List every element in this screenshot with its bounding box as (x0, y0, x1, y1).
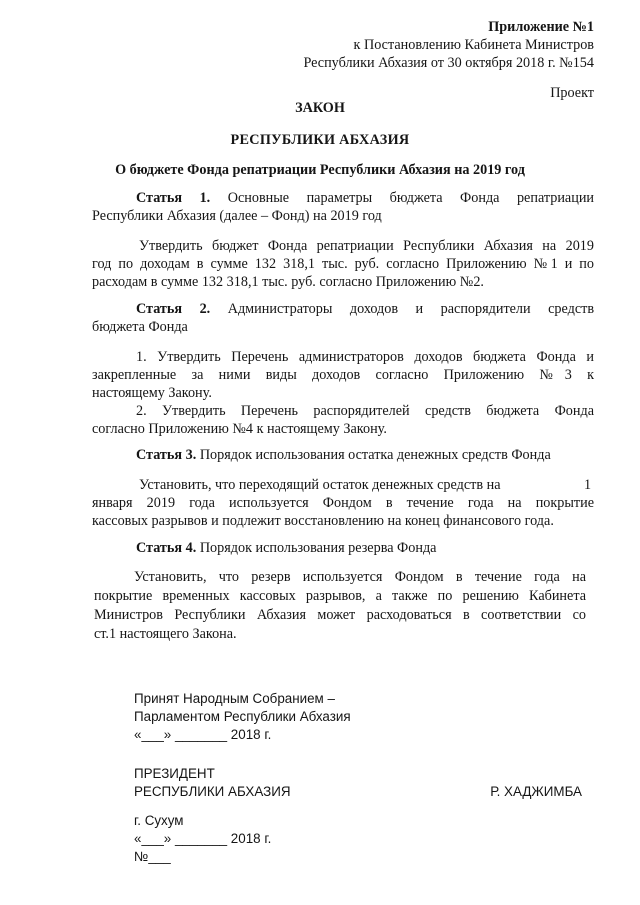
article-3-heading (136, 446, 551, 464)
article-4-label: Статья 4. (136, 540, 197, 556)
article-2-item-2-line-1: 2. Утвердить Перечень распорядителей средств бюджета Фонда (136, 403, 594, 419)
article-1-body-line-3: расходам в сумме 132 318,1 тыс. руб. согласно Приложению №2. (92, 274, 484, 290)
law-number: №___ (134, 849, 171, 864)
article-4-body-line-2: покрытие временных кассовых разрывов, а также по решению Кабинета (94, 588, 586, 604)
city: г. Сухум (134, 813, 184, 828)
president-title-line-1: ПРЕЗИДЕНТ (134, 766, 215, 781)
article-3-body-line-2: января 2019 года используется Фондом в течение года на покрытие (92, 495, 594, 511)
article-2-item-2-line-2: согласно Приложению №4 к настоящему Закону. (92, 421, 387, 437)
law-name: О бюджете Фонда репатриации Республики Абхазия на 2019 год (115, 162, 525, 178)
president-name: Р. ХАДЖИМБА (490, 784, 582, 799)
article-1-body-line-1: Утвердить бюджет Фонда репатриации Республики Абхазия на 2019 (139, 238, 594, 254)
article-1-body-line-2: год по доходам в сумме 132 318,1 тыс. руб. согласно Приложению №1 и по (92, 256, 594, 272)
appendix-line-2: Республики Абхазия от 30 октября 2018 г. №154 (303, 55, 594, 71)
appendix-line-1: к Постановлению Кабинета Министров (353, 37, 594, 53)
signing-date: «___» _______ 2018 г. (134, 831, 272, 846)
article-2-heading (92, 300, 594, 318)
article-4-body-line-4: ст.1 настоящего Закона. (94, 626, 237, 642)
article-2-label: Статья 2. (136, 301, 211, 317)
article-2-item-1-line-1: 1. Утвердить Перечень администраторов доходов бюджета Фонда и (136, 349, 594, 365)
article-2-item-1-line-3: настоящему Закону. (92, 385, 212, 401)
law-title: ЗАКОН (295, 100, 345, 116)
article-2-item-1-line-2: закрепленные за ними виды доходов согласно Приложению №3 к (92, 367, 594, 383)
law-subtitle: РЕСПУБЛИКИ АБХАЗИЯ (230, 132, 410, 148)
article-3-title: Порядок использования остатка денежных средств Фонда (199, 447, 551, 463)
article-4-body-line-1: Установить, что резерв используется Фондом в течение года на (134, 569, 586, 585)
article-3-body-line-3: кассовых разрывов и подлежит восстановлению на конец финансового года. (92, 513, 554, 529)
article-2-title-line-1: Администраторы доходов и распорядители средств (227, 301, 595, 317)
adoption-line-2: Парламентом Республики Абхазия (134, 709, 351, 724)
article-3-body-line-1-number: 1 (584, 477, 592, 493)
article-3-body-line-1: Установить, что переходящий остаток денежных средств на (139, 477, 501, 493)
article-1-title-line-2: Республики Абхазия (далее – Фонд) на 2019 год (92, 208, 382, 224)
draft-label: Проект (550, 85, 594, 101)
article-3-label: Статья 3. (136, 447, 197, 463)
article-1-heading (92, 189, 594, 207)
article-4-heading (136, 539, 436, 557)
article-4-body-line-3: Министров Республики Абхазия может расходоваться в соответствии со (94, 607, 586, 623)
article-4-title: Порядок использования резерва Фонда (199, 540, 437, 556)
adoption-date: «___» _______ 2018 г. (134, 727, 272, 742)
article-2-title-line-2: бюджета Фонда (92, 319, 188, 335)
article-1-label: Статья 1. (136, 190, 211, 206)
appendix-title: Приложение №1 (488, 19, 594, 35)
adoption-line-1: Принят Народным Собранием – (134, 691, 335, 706)
article-1-title-line-1: Основные параметры бюджета Фонда репатриации (227, 190, 595, 206)
president-title-line-2: РЕСПУБЛИКИ АБХАЗИЯ (134, 784, 291, 799)
